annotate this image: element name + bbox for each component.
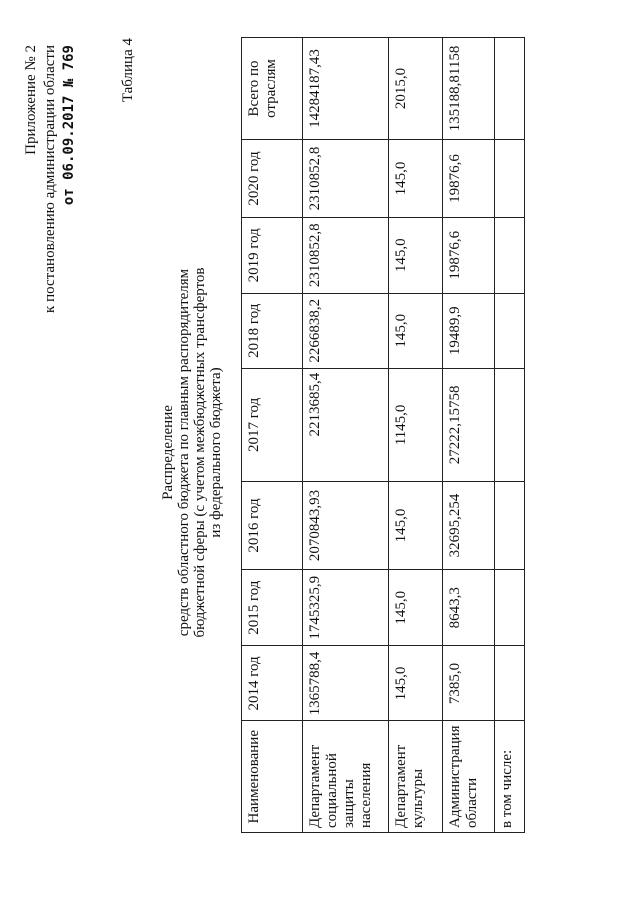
table-cell: 145,0	[389, 482, 443, 570]
table-row	[495, 38, 525, 833]
table-cell: 1745325,9	[303, 569, 389, 645]
decree-date: от 06.09.2017 № 769	[61, 45, 77, 206]
table-cell	[495, 293, 525, 368]
table-cell: 1365788,4	[303, 646, 389, 721]
table-cell: 8643,3	[443, 569, 495, 645]
table-cell: 135188,81158	[443, 38, 495, 140]
document-title	[160, 0, 224, 905]
column-header: 2015 год	[242, 569, 303, 645]
table-cell: 2213685,4	[303, 368, 389, 481]
title-line-4: из федерального бюджета)	[208, 367, 224, 538]
row-name: Администрация области	[443, 721, 495, 833]
table-row	[389, 38, 443, 833]
table-cell: 145,0	[389, 646, 443, 721]
table-cell	[495, 482, 525, 570]
table-row	[443, 38, 495, 833]
table-cell: 145,0	[389, 217, 443, 293]
table-cell: 7385,0	[443, 646, 495, 721]
table-cell: 19876,6	[443, 217, 495, 293]
table-cell: 19876,6	[443, 140, 495, 218]
row-name: Департамент социальной защиты населения	[303, 721, 389, 833]
table-cell	[495, 646, 525, 721]
table-cell: 32695,254	[443, 482, 495, 570]
table-cell: 2310852,8	[303, 140, 389, 218]
table-cell: 145,0	[389, 293, 443, 368]
column-header: 2016 год	[242, 482, 303, 570]
table-cell: 2015,0	[389, 38, 443, 140]
table-cell: 145,0	[389, 569, 443, 645]
table-cell	[495, 217, 525, 293]
appendix-number: Приложение № 2	[23, 45, 39, 155]
table-cell: 14284187,43	[303, 38, 389, 140]
table-cell: 2310852,8	[303, 217, 389, 293]
table-cell: 27222,15758	[443, 368, 495, 481]
table-cell: 19489,9	[443, 293, 495, 368]
title-line-3: бюджетной сферы (с учетом межбюджетных трансфертов	[192, 267, 208, 638]
budget-table	[241, 37, 525, 833]
column-header: 2019 год	[242, 217, 303, 293]
table-cell	[495, 38, 525, 140]
title-line-1: Распределение	[160, 405, 176, 500]
table-row	[303, 38, 389, 833]
table-cell	[495, 140, 525, 218]
title-line-2: средств областного бюджета по главным распорядителям	[176, 268, 192, 637]
table-cell	[495, 368, 525, 481]
column-header: 2014 год	[242, 646, 303, 721]
table-cell	[495, 569, 525, 645]
row-name: в том числе:	[495, 721, 525, 833]
table-cell: 2266838,2	[303, 293, 389, 368]
table-cell: 2070843,93	[303, 482, 389, 570]
column-header: Наименование	[242, 721, 303, 833]
table-cell: 145,0	[389, 140, 443, 218]
decree-reference: к постановлению администрации области	[42, 45, 58, 313]
table-number: Таблица 4	[120, 38, 136, 103]
column-header: Всего по отраслям	[242, 38, 303, 140]
column-header: 2017 год	[242, 368, 303, 481]
column-header: 2020 год	[242, 140, 303, 218]
row-name: Департамент культуры	[389, 721, 443, 833]
column-header: 2018 год	[242, 293, 303, 368]
appendix-header	[22, 45, 79, 313]
table-cell: 1145,0	[389, 368, 443, 481]
table-header-row	[242, 38, 303, 833]
